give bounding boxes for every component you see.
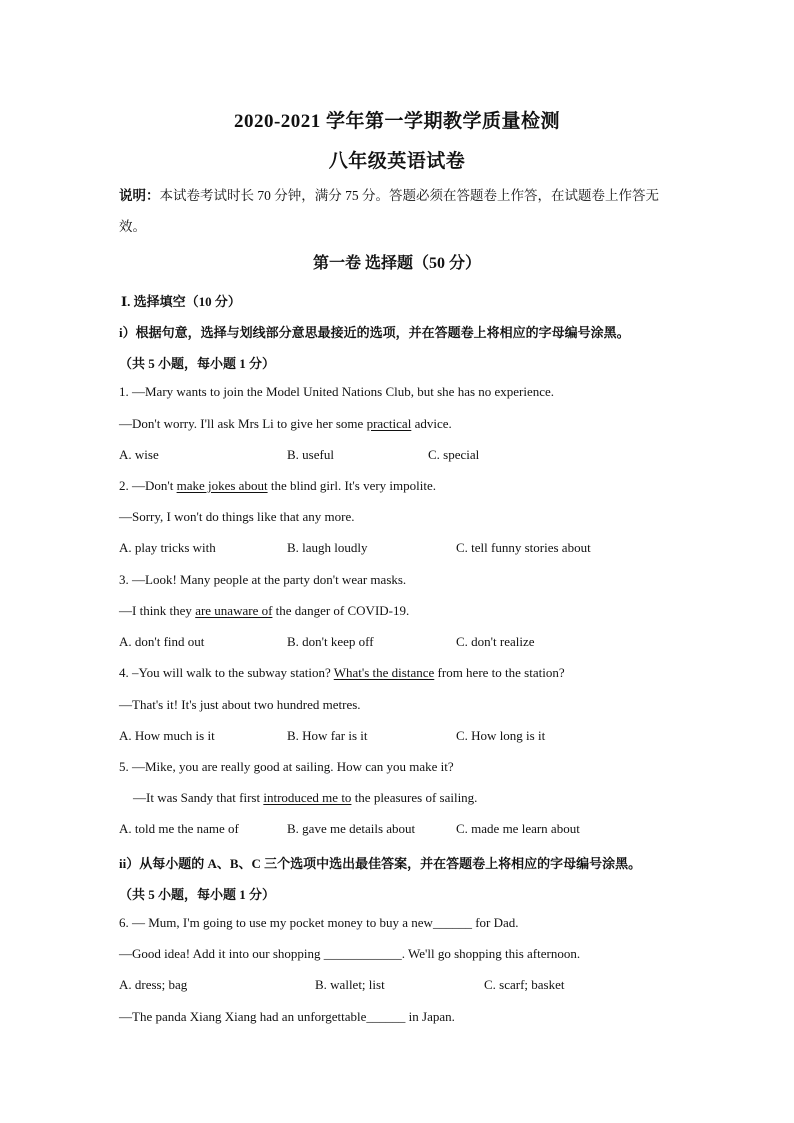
q4-option-c[interactable]: C. How long is it [456, 728, 546, 743]
q2-option-b[interactable]: B. laugh loudly [287, 540, 368, 555]
sub-heading-i-count: （共 5 小题，每小题 1 分） [119, 356, 276, 371]
q1-underlined: practical [366, 416, 412, 431]
q3-question: 3. —Look! Many people at the party don't wear masks. [119, 572, 407, 587]
q1-option-c[interactable]: C. special [428, 447, 480, 462]
q5-answer: —It was Sandy that first introduced me to the pleasures of sailing. [133, 790, 478, 805]
q6-option-c[interactable]: C. scarf; basket [484, 977, 565, 992]
part-heading: Ⅰ. 选择填空（10 分） [121, 294, 241, 309]
q6-option-b[interactable]: B. wallet; list [315, 977, 385, 992]
exam-title: 2020-2021 学年第一学期教学质量检测 [233, 111, 561, 132]
q5-option-c[interactable]: C. made me learn about [456, 821, 580, 836]
q2-question: 2. —Don't make jokes about the blind girl. It's very impolite. [119, 478, 437, 493]
q1-option-a[interactable]: A. wise [119, 447, 159, 462]
sub-heading-ii-count: （共 5 小题，每小题 1 分） [119, 887, 276, 902]
sub-heading-i: i）根据句意，选择与划线部分意思最接近的选项，并在答题卷上将相应的字母编号涂黑。 [119, 325, 630, 340]
q4-underlined: What's the distance [333, 665, 435, 680]
q2-option-a[interactable]: A. play tricks with [119, 540, 216, 555]
q5-question: 5. —Mike, you are really good at sailing. How can you make it? [119, 759, 454, 774]
q5-option-a[interactable]: A. told me the name of [119, 821, 239, 836]
note-text: 本试卷考试时长 70 分钟，满分 75 分。答题必须在答题卷上作答，在试题卷上作答无效。 [119, 188, 659, 234]
q3-option-a[interactable]: A. don't find out [119, 634, 205, 649]
q3-answer: —I think they are unaware of the danger of COVID-19. [119, 603, 410, 618]
q4-answer: —That's it! It's just about two hundred metres. [119, 697, 361, 712]
q6-question: 6. — Mum, I'm going to use my pocket money to buy a new______ for Dad. [119, 915, 519, 930]
q3-option-c[interactable]: C. don't realize [456, 634, 535, 649]
q2-option-c[interactable]: C. tell funny stories about [456, 540, 591, 555]
q1-option-b[interactable]: B. useful [287, 447, 334, 462]
q3-underlined: are unaware of [195, 603, 273, 618]
q5-underlined: introduced me to [263, 790, 352, 805]
q4-option-a[interactable]: A. How much is it [119, 728, 215, 743]
q6-answer: —Good idea! Add it into our shopping ____________. We'll go shopping this afternoon. [119, 946, 581, 961]
q4-question: 4. –You will walk to the subway station? What's the distance from here to the station? [119, 665, 565, 680]
q1-answer: —Don't worry. I'll ask Mrs Li to give her some practical advice. [119, 416, 452, 431]
q7-line: —The panda Xiang Xiang had an unforgettable______ in Japan. [119, 1009, 455, 1024]
section-title: 第一卷 选择题（50 分） [312, 255, 481, 272]
q3-option-b[interactable]: B. don't keep off [287, 634, 374, 649]
sub-heading-ii: ii）从每小题的 A、B、C 三个选项中选出最佳答案，并在答题卷上将相应的字母编号涂黑。 [119, 856, 642, 871]
exam-subtitle: 八年级英语试卷 [328, 151, 466, 172]
q2-underlined: make jokes about [176, 478, 268, 493]
q1-question: 1. —Mary wants to join the Model United Nations Club, but she has no experience. [119, 384, 555, 399]
q2-answer: —Sorry, I won't do things like that any more. [119, 509, 355, 524]
q4-option-b[interactable]: B. How far is it [287, 728, 368, 743]
instructions-note [119, 180, 679, 242]
q5-option-b[interactable]: B. gave me details about [287, 821, 416, 836]
q6-option-a[interactable]: A. dress; bag [119, 977, 188, 992]
note-label: 说明： [119, 188, 160, 203]
